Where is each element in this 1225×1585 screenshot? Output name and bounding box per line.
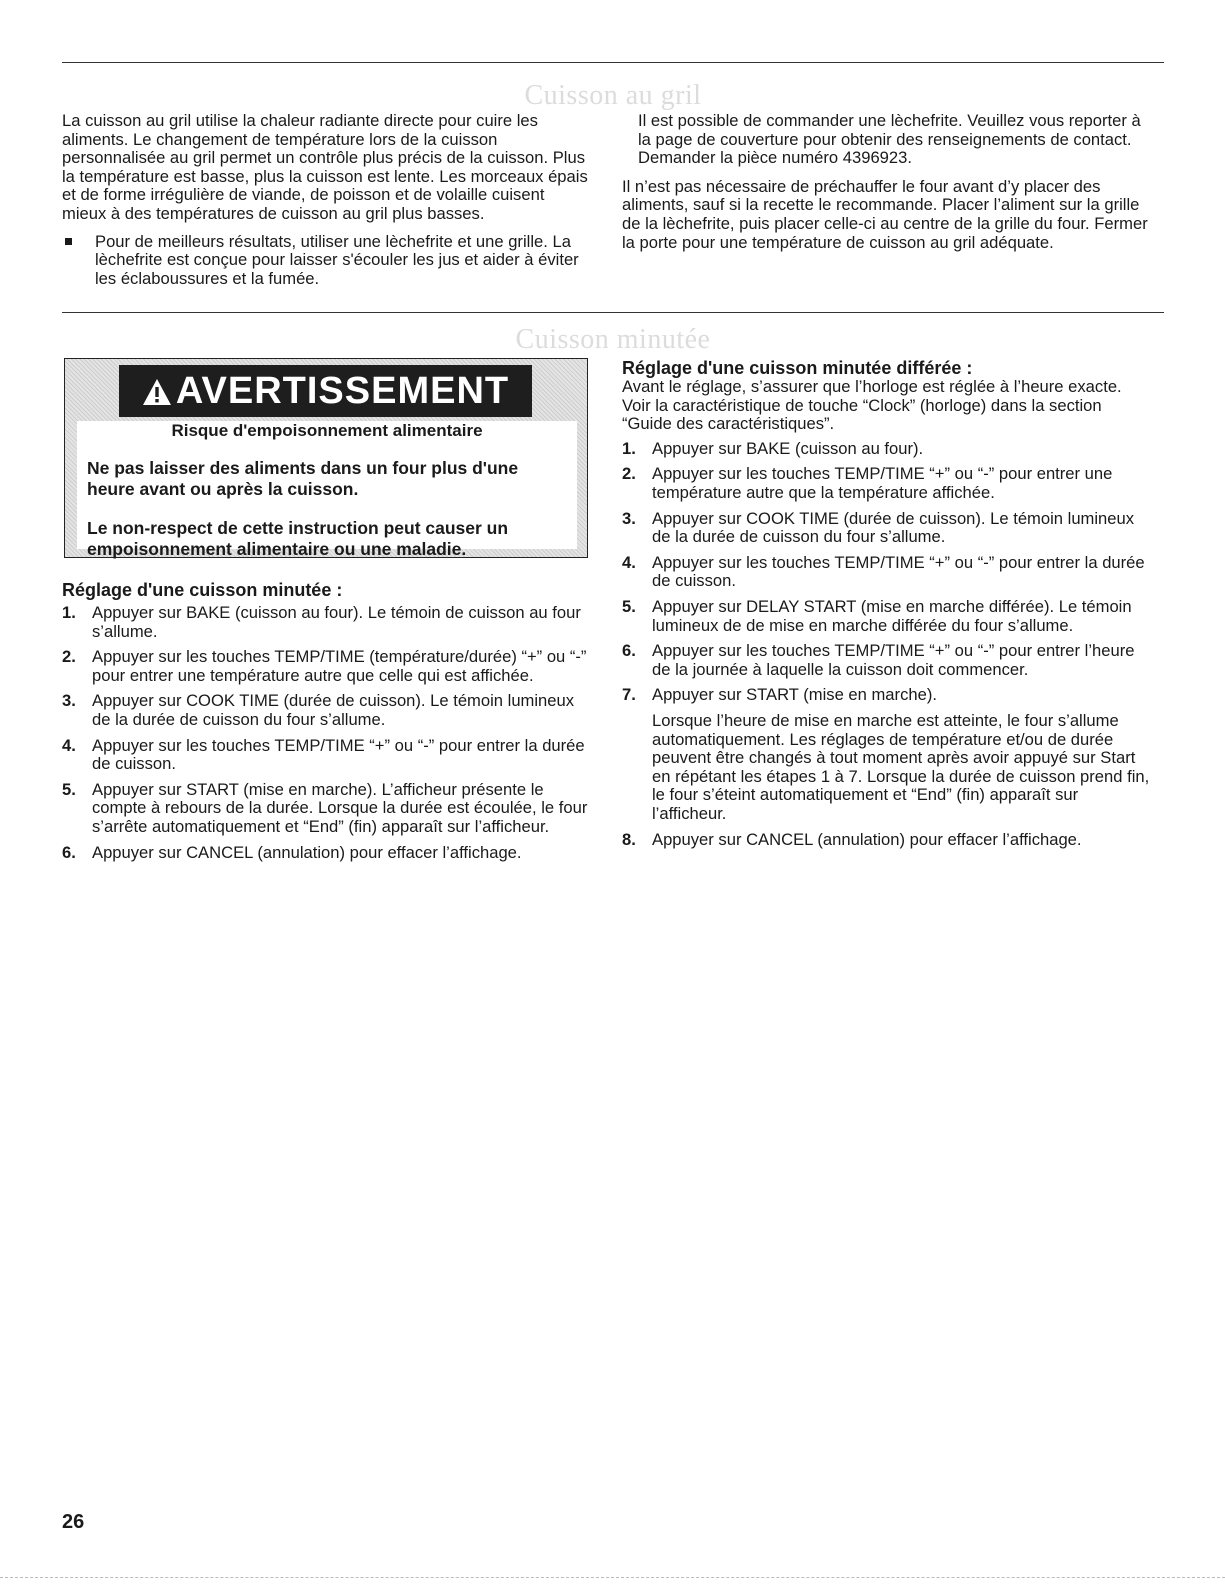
list-item [62, 844, 592, 863]
timed-left-column [62, 580, 592, 869]
grill-right-column [622, 112, 1154, 252]
grill-intro: La cuisson au gril utilise la chaleur radiante directe pour cuire les aliments. Le changement de température lors de la cuisson personnalisée au gril permet un contrôle plus précis de la cuisson. Plus la température est basse, plus la cuisson est lente. Les morceaux épais et de forme irrégulière de viande, de poisson et de volaille cuisent mieux à des températures de cuisson au gril plus basses. [62, 111, 588, 223]
list-item [622, 554, 1154, 591]
warning-message-2: Le non-respect de cette instruction peut causer un empoisonnement alimentaire ou une maladie. [87, 517, 509, 559]
step-text: Appuyer sur DELAY START (mise en marche différée). Le témoin lumineux de de mise en marche différée du four s’allume. [652, 596, 1132, 635]
step-number: 2. [622, 464, 636, 484]
grill-bullet-text: Pour de meilleurs résultats, utiliser une lèchefrite et une grille. La lèchefrite est conçue pour laisser s'écouler les jus et aider à éviter les éclaboussures et la fumée. [95, 231, 579, 288]
warning-hazard: Risque d'empoisonnement alimentaire [171, 421, 483, 440]
step-text: Appuyer sur les touches TEMP/TIME “+” ou “-” pour entrer l’heure de la journée à laquelle la cuisson doit commencer. [652, 641, 1135, 679]
warning-banner-text: AVERTISSEMENT [175, 370, 510, 412]
list-item [622, 510, 1154, 547]
warning-banner [119, 365, 532, 417]
step-text: Appuyer sur les touches TEMP/TIME (température/durée) “+” ou “-” pour entrer une température autre que celle qui est affichée. [92, 647, 587, 685]
square-bullet-icon [65, 238, 72, 245]
step-number: 4. [62, 735, 76, 755]
delayed-final-step [622, 831, 1154, 850]
delayed-intro: Avant le réglage, s’assurer que l’horloge est réglée à l’heure exacte. Voir la caractéristique de touche “Clock” (horloge) dans la section “Guide des caractéristiques”. [622, 377, 1122, 434]
step-number: 6. [622, 641, 636, 661]
list-item [62, 604, 592, 641]
step-number: 3. [62, 691, 76, 711]
step-text: Appuyer sur COOK TIME (durée de cuisson). Le témoin lumineux de la durée de cuisson du four s’allume. [92, 691, 575, 729]
warning-message-1: Ne pas laisser des aliments dans un four plus d'une heure avant ou après la cuisson. [87, 458, 519, 499]
step-number: 6. [62, 842, 76, 862]
section-title-timed: Cuisson minutée [515, 324, 711, 355]
delayed-heading: Réglage d'une cuisson minutée différée : [622, 358, 973, 378]
step-number: 8. [622, 830, 636, 850]
delayed-note: Lorsque l’heure de mise en marche est atteinte, le four s’allume automatiquement. Les réglages de température et/ou de durée peuvent être changés à tout moment après avoir appuyé sur Start en répétant les étapes 1 à 7. Lorsque la durée de cuisson prend fin, le four s’éteint automatiquement et “End” (fin) apparaît sur l’afficheur. [652, 710, 1150, 823]
top-rule [62, 62, 1164, 63]
grill-pan-order-note: Il est possible de commander une lèchefrite. Veuillez vous reporter à la page de couverture pour obtenir des renseignements de contact. Demander la pièce numéro 4396923. [638, 111, 1141, 168]
grill-preheat-note: Il n’est pas nécessaire de préchauffer le four avant d’y placer des aliments, sauf si la recette le recommande. Placer l’aliment sur la grille de la lèchefrite, puis placer celle-ci au centre de la grille du four. Fermer la porte pour une température de cuisson au gril adéquate. [622, 176, 1148, 252]
list-item [62, 648, 592, 685]
list-item [62, 737, 592, 774]
delayed-right-column [622, 358, 1154, 857]
step-text: Appuyer sur les touches TEMP/TIME “+” ou “-” pour entrer la durée de cuisson. [652, 552, 1145, 591]
warning-box [64, 358, 588, 558]
step-text: Appuyer sur les touches TEMP/TIME “+” ou “-” pour entrer la durée de cuisson. [92, 735, 585, 774]
step-number: 1. [622, 438, 636, 458]
warning-content [77, 421, 577, 559]
step-text: Appuyer sur BAKE (cuisson au four). [652, 438, 924, 458]
step-text: Appuyer sur les touches TEMP/TIME “+” ou “-” pour entrer une température autre que la température affichée. [652, 464, 1113, 502]
list-item [62, 781, 592, 837]
step-text: Appuyer sur START (mise en marche). [652, 685, 937, 705]
step-number: 4. [622, 552, 636, 572]
step-number: 5. [62, 779, 76, 799]
step-text: Appuyer sur BAKE (cuisson au four). Le témoin de cuisson au four s’allume. [92, 603, 581, 641]
step-number: 5. [622, 596, 636, 616]
step-text: Appuyer sur CANCEL (annulation) pour effacer l’affichage. [92, 842, 522, 862]
list-item [622, 686, 1154, 705]
list-item [622, 440, 1154, 459]
list-item [622, 642, 1154, 679]
timed-steps-list [62, 604, 592, 862]
step-number: 1. [62, 603, 76, 622]
page-number: 26 [62, 1511, 85, 1533]
grill-left-column [62, 112, 592, 288]
step-number: 2. [62, 647, 76, 667]
step-text: Appuyer sur CANCEL (annulation) pour effacer l’affichage. [652, 830, 1082, 850]
step-number: 7. [622, 685, 636, 705]
grill-bullet-item [62, 233, 592, 289]
warning-triangle-icon [142, 368, 172, 420]
step-text: Appuyer sur START (mise en marche). L’afficheur présente le compte à rebours de la durée. Lorsque la durée est écoulée, le four s’arrête automatiquement et “End” (fin) apparaît sur l’afficheur. [92, 779, 588, 836]
step-text: Appuyer sur COOK TIME (durée de cuisson). Le témoin lumineux de la durée de cuisson du four s’allume. [652, 508, 1135, 547]
bottom-edge-line [0, 1577, 1225, 1578]
step-number: 3. [622, 508, 636, 528]
delayed-steps-list [622, 440, 1154, 705]
list-item [622, 465, 1154, 502]
list-item [622, 831, 1154, 850]
timed-heading: Réglage d'une cuisson minutée : [62, 580, 343, 600]
section-title-grill: Cuisson au gril [524, 80, 702, 111]
list-item [62, 692, 592, 729]
list-item [622, 598, 1154, 635]
middle-rule [62, 312, 1164, 313]
